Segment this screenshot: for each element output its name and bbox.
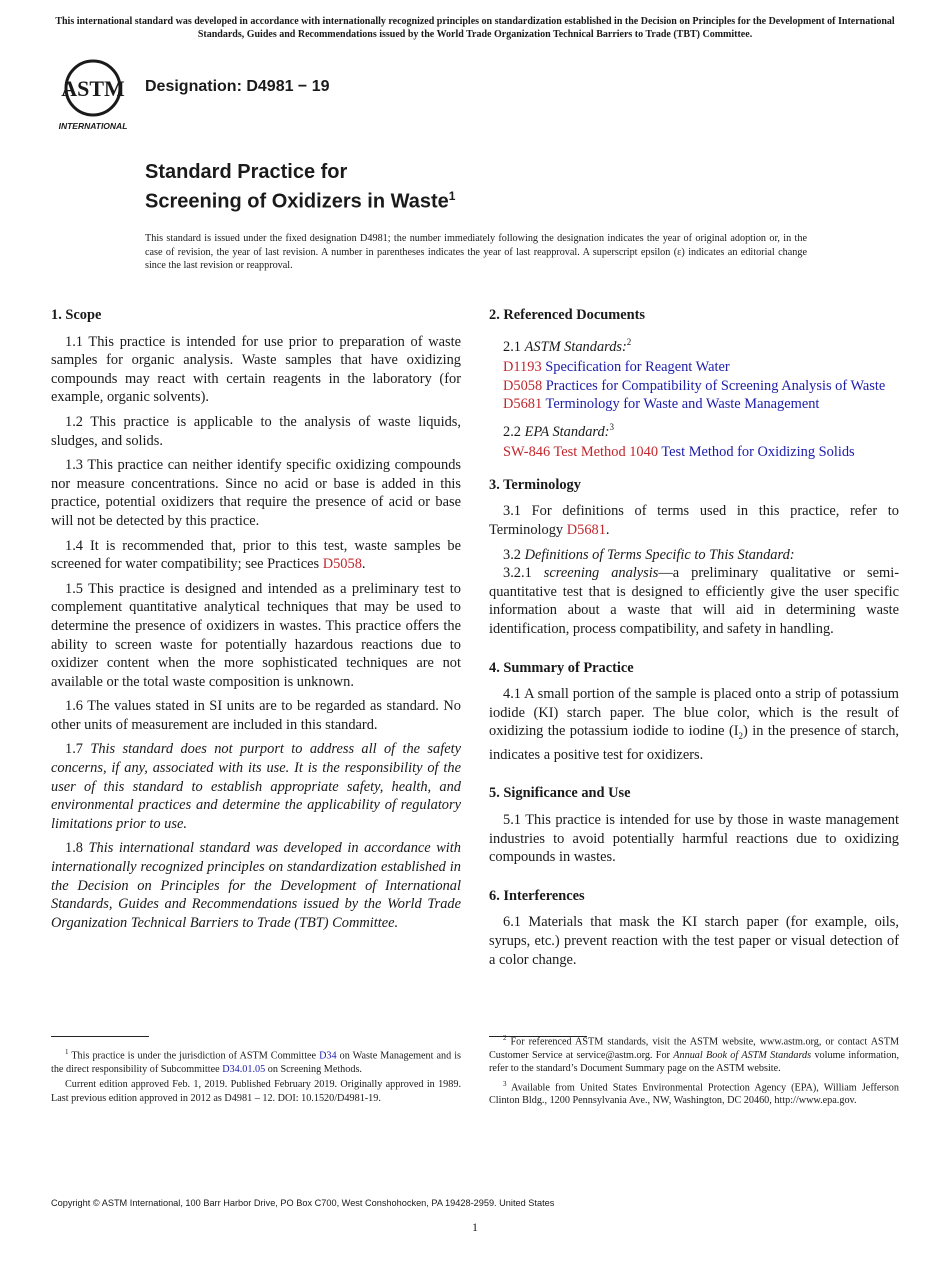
footnote-ref-3[interactable]: 3 [609, 421, 614, 432]
para-2-2: 2.2 EPA Standard:$^3$ [503, 421, 614, 440]
issuance-note: This standard is issued under the fixed designation D4981; the number immediately following the designation indicates the year of original adoption or, in the case of revision, the year of last revision. A number in parentheses indicates the year of last reapproval. A superscript epsilon (ε) indicates an editorial change since the last revision or reapproval. [145, 233, 807, 272]
para-1-8: 1.8 This international standard was developed in accordance with internationally recognized principles on standardization established in the Decision on Principles for the Development of International Standards, Guides and Recommendations issued by the World Trade Organization Technical Barriers to Trade (TBT) Committee. [51, 840, 461, 931]
para-3-1: 3.1 For definitions of terms used in this practice, refer to Terminology D5681. [489, 503, 899, 538]
para-2-1: 2.1 ASTM Standards:$^2$ [503, 336, 632, 355]
international-standard-notice: This international standard was developed in accordance with internationally recognized principles on standardization established in the Decision on Principles for the Development of International Standards, Guides and Recommendations issued by the World Trade Organization Technical Barriers to Trade (TBT) Committee. [55, 16, 895, 40]
footnote-ref-2[interactable]: 2 [626, 336, 632, 347]
section-heading-scope: 1. Scope [51, 307, 102, 323]
para-1-5: 1.5 This practice is designed and intended as a preliminary test to complement quantitative analytical techniques that may be used to determine the presence of oxidizers in wastes. This practice offers the ability to screen waste for potentially hazardous reactions due to oxidizer content when the more sophisticated techniques are not available or the total waste composition is unknown. [51, 580, 461, 690]
footnotes-left [51, 1046, 461, 1107]
section-heading-summary: 4. Summary of Practice [489, 659, 634, 676]
footnote-rule-left [51, 1036, 149, 1037]
reference-d1193[interactable]: D1193 Specification for Reagent Water [503, 358, 730, 375]
astm-logo [52, 58, 134, 133]
link-d5058[interactable]: D5058 [322, 556, 362, 573]
para-3-2: 3.2 Definitions of Terms Specific to This Standard: [503, 546, 795, 563]
para-1-7: 1.7 This standard does not purport to address all of the safety concerns, if any, associated with its use. It is the responsibility of the user of this standard to establish appropriate safety, health, and environmental practices and determine the applicability of regulatory limitations prior to use. [51, 741, 461, 832]
footnote-1: $^1$ This practice is under the jurisdiction of ASTM Committee D34 on Waste Management and is the direct responsibility of Subcommittee D34.01.05 on Screening Methods. [51, 1048, 461, 1075]
para-1-2: 1.2 This practice is applicable to the analysis of waste liquids, sludges, and solids. [51, 413, 461, 449]
para-5-1: 5.1 This practice is intended for use by those in waste management industries to avoid potentially harmful reactions due to oxidizing compounds in wastes. [489, 811, 899, 866]
para-1-1: 1.1 This practice is intended for use prior to preparation of waste samples for organic analysis. Waste samples that have oxidizing compounds may react with certain reagents in the laboratory (for example, organic solvents). [51, 333, 461, 406]
reference-d5681[interactable]: D5681 Terminology for Waste and Waste Management [503, 396, 820, 413]
reference-sw846[interactable]: SW-846 Test Method 1040 Test Method for Oxidizing Solids [503, 444, 855, 461]
astm-reference-list [489, 358, 899, 414]
section-heading-interferences: 6. Interferences [489, 887, 585, 904]
link-d5681[interactable]: D5681 [566, 521, 606, 538]
footnotes-right [489, 1032, 899, 1110]
title-line-1: Standard Practice for [145, 161, 348, 183]
para-1-6: 1.6 The values stated in SI units are to be regarded as standard. No other units of measurement are included in this standard. [51, 698, 461, 733]
right-column [489, 306, 899, 975]
link-d34-01-05[interactable]: D34.01.05 [222, 1063, 266, 1075]
link-d34[interactable]: D34 [319, 1050, 337, 1062]
section-heading-terminology: 3. Terminology [489, 476, 581, 493]
para-3-2-1: 3.2.1 screening analysis—a preliminary qualitative or semi-quantitative test that is designed to efficiently give the user specific information about a waste that will aid in determining waste identification, process compatibility, and safety in handling. [489, 565, 900, 637]
page-number: 1 [472, 1220, 478, 1234]
section-heading-referenced-documents: 2. Referenced Documents [489, 307, 645, 323]
para-1-3: 1.3 This practice can neither identify specific oxidizing compounds nor measure concentrations. Since no acid or base is added in this practice, potential oxidizers that require the presence of acid or base will not be detected by this practice. [51, 457, 461, 529]
footnote-2: $^2$ For referenced ASTM standards, visit the ASTM website, www.astm.org, or contact ASTM Customer Service at service@astm.org. For Annual Book of ASTM Standards volume information, refer to the standard’s Document Summary page on the ASTM website. [489, 1034, 899, 1075]
title-line-2: Screening of Oxidizers in Waste$^1$ [145, 189, 456, 213]
copyright-line: Copyright © ASTM International, 100 Barr Harbor Drive, PO Box C700, West Conshohocken, PA 19428-2959. United States [51, 1198, 555, 1208]
title-footnote-ref[interactable]: 1 [448, 189, 456, 203]
reference-d5058[interactable]: D5058 Practices for Compatibility of Screening Analysis of Waste [503, 377, 886, 394]
astm-logo-sub: INTERNATIONAL [58, 121, 128, 131]
para-4-1: 4.1 A small portion of the sample is placed onto a strip of potassium iodide (KI) starch paper. The blue color, which is the result of oxidizing the potassium iodide to iodine $(I_2)$ in the presence of starch, indicates a positive test for oxidizers. [489, 686, 899, 763]
document-title [145, 160, 455, 214]
footnote-1-edition: Current edition approved Feb. 1, 2019. Published February 2019. Originally approved in 1989. Last previous edition approved in 2012 as D4981 – 12. DOI: 10.1520/D4981-19. [51, 1079, 461, 1104]
footnote-3: $^3$ Available from United States Environmental Protection Agency (EPA), William Jefferson Clinton Bldg., 1200 Pennsylvania Ave., NW, Washington, DC 20460, http://www.epa.gov. [489, 1079, 899, 1107]
para-1-4: 1.4 It is recommended that, prior to this test, waste samples be screened for water compatibility; see Practices D5058. [51, 537, 461, 573]
left-column [51, 306, 461, 938]
astm-logo-mark: ASTM [61, 76, 125, 101]
section-heading-significance: 5. Significance and Use [489, 785, 631, 802]
designation: Designation: D4981 − 19 [145, 78, 330, 95]
para-6-1: 6.1 Materials that mask the KI starch paper (for example, oils, syrups, etc.) prevent reaction with the test paper or visual detection of a color change. [489, 914, 899, 968]
